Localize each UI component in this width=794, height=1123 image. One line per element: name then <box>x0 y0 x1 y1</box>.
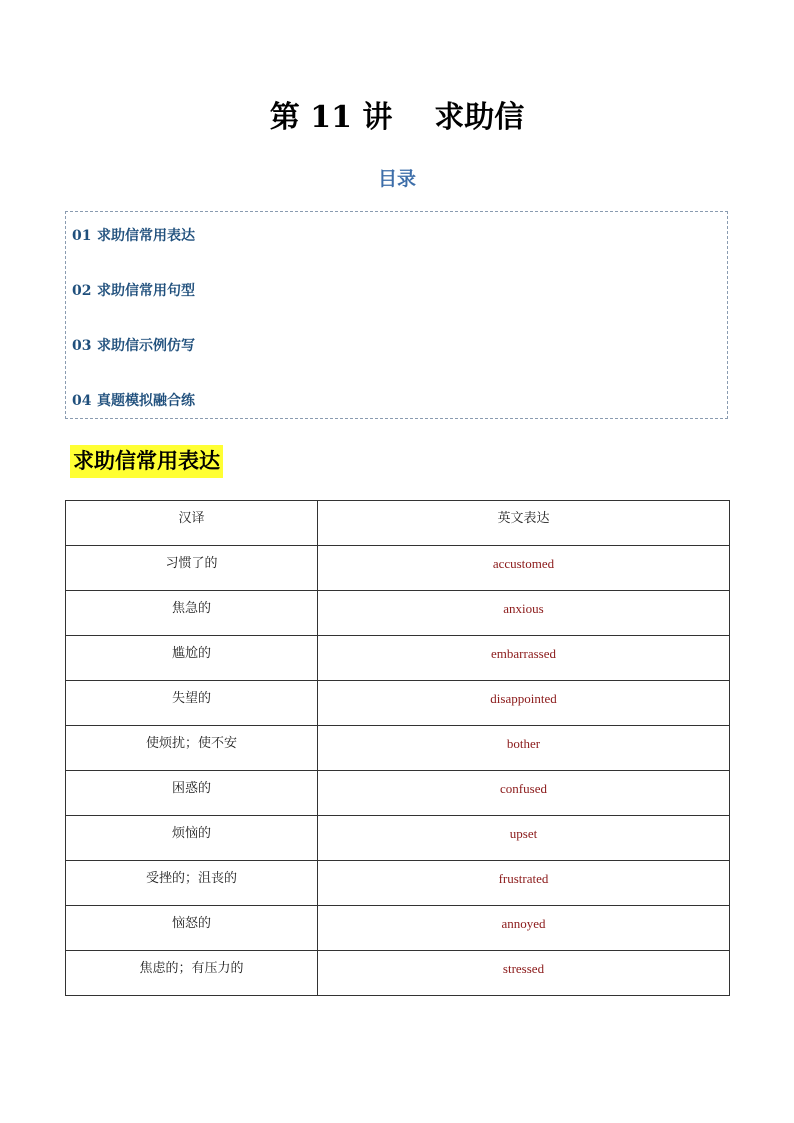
chinese-cell: 失望的 <box>66 681 318 726</box>
english-cell: disappointed <box>318 681 730 726</box>
table-of-contents <box>65 211 728 419</box>
english-cell: stressed <box>318 951 730 996</box>
column-header-english: 英文表达 <box>318 501 730 546</box>
toc-item-number: 03 <box>72 338 92 354</box>
column-header-chinese: 汉译 <box>66 501 318 546</box>
table-row <box>66 636 730 681</box>
english-cell: upset <box>318 816 730 861</box>
chinese-cell: 恼怒的 <box>66 906 318 951</box>
english-cell: frustrated <box>318 861 730 906</box>
chinese-cell: 受挫的；沮丧的 <box>66 861 318 906</box>
table-row <box>66 861 730 906</box>
table-row <box>66 906 730 951</box>
english-cell: confused <box>318 771 730 816</box>
chinese-cell: 尴尬的 <box>66 636 318 681</box>
table-row <box>66 771 730 816</box>
english-cell: anxious <box>318 591 730 636</box>
chinese-cell: 烦恼的 <box>66 816 318 861</box>
table-row <box>66 726 730 771</box>
toc-item-label: 求助信常用表达 <box>97 228 195 244</box>
table-row <box>66 951 730 996</box>
page-title: 第 11 讲 求助信 <box>269 100 525 135</box>
section-heading: 求助信常用表达 <box>70 445 223 478</box>
toc-item-label: 求助信示例仿写 <box>97 338 195 354</box>
chinese-cell: 焦虑的；有压力的 <box>66 951 318 996</box>
toc-item-number: 04 <box>72 393 92 409</box>
table-row <box>66 591 730 636</box>
toc-item-01[interactable] <box>72 224 195 248</box>
table-header-row <box>66 501 730 546</box>
chinese-cell: 习惯了的 <box>66 546 318 591</box>
english-cell: annoyed <box>318 906 730 951</box>
table-row <box>66 681 730 726</box>
toc-item-02[interactable] <box>72 279 195 303</box>
table-row <box>66 546 730 591</box>
toc-item-number: 02 <box>72 283 92 299</box>
english-cell: accustomed <box>318 546 730 591</box>
vocabulary-table <box>65 500 730 996</box>
chinese-cell: 困惑的 <box>66 771 318 816</box>
english-cell: embarrassed <box>318 636 730 681</box>
toc-item-04[interactable] <box>72 389 195 413</box>
chinese-cell: 使烦扰；使不安 <box>66 726 318 771</box>
toc-item-label: 求助信常用句型 <box>97 283 195 299</box>
english-cell: bother <box>318 726 730 771</box>
toc-heading: 目录 <box>377 168 416 190</box>
table-row <box>66 816 730 861</box>
chinese-cell: 焦急的 <box>66 591 318 636</box>
toc-item-03[interactable] <box>72 334 195 358</box>
toc-item-number: 01 <box>72 228 92 244</box>
toc-item-label: 真题模拟融合练 <box>97 393 195 409</box>
